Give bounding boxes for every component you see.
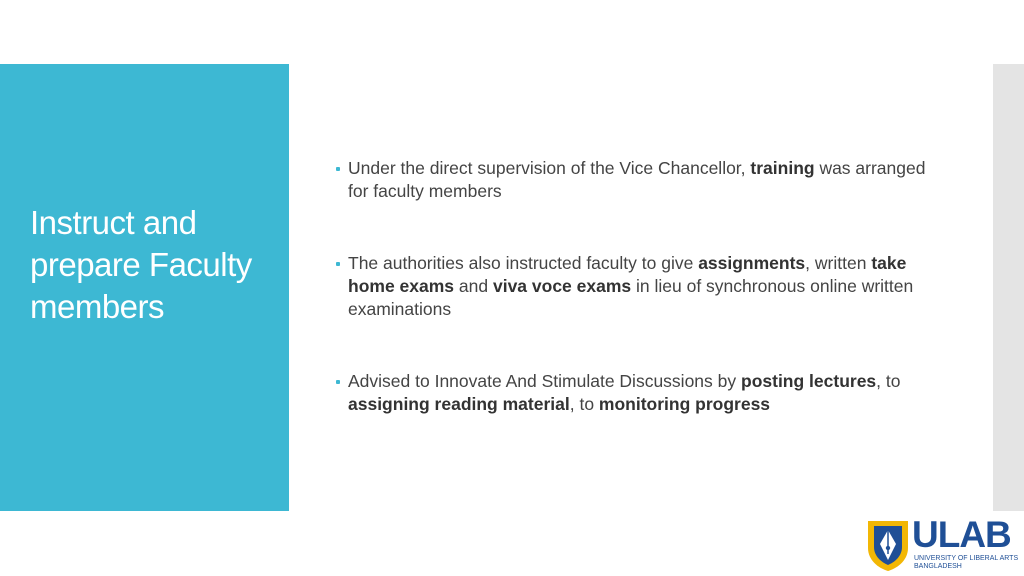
bullet-emphasis: assigning reading material [348,394,570,414]
bullet-text [348,252,936,321]
side-strip [993,64,1024,511]
bullet-text [348,157,936,203]
bullet-marker [336,167,340,171]
pen-nib-shield-icon [866,518,910,572]
bullet-run: and [454,276,493,296]
ulab-logo [866,514,1019,572]
bullet-marker [336,380,340,384]
logo-subtitle-line1: UNIVERSITY OF LIBERAL ARTS [914,555,1019,562]
bullet-run: Advised to Innovate And Stimulate Discussions by [348,371,741,391]
bullet-emphasis: take home exams [348,253,907,296]
bullet-emphasis: assignments [698,253,806,273]
bullet-item [336,157,936,203]
bullet-emphasis: posting lectures [741,371,877,391]
bullet-run: The authorities also instructed faculty to give [348,253,699,273]
bullet-text [348,370,936,416]
bullet-run: in lieu of synchronous online written examinations [348,276,914,319]
bullet-emphasis: viva voce exams [492,276,632,296]
bullet-run: was arranged for faculty members [348,158,926,201]
logo-subtitle-line2: BANGLADESH [914,563,962,570]
bullet-item [336,252,936,321]
bullet-item [336,370,936,416]
bullet-run: , written [805,253,872,273]
slide-title: Instruct and prepare Faculty members [30,204,252,325]
logo-wordmark: ULAB [912,514,1011,555]
bullet-emphasis: monitoring progress [598,394,771,414]
bullet-marker [336,262,340,266]
bullet-run: , to [876,371,901,391]
bullet-emphasis: training [750,158,815,178]
bullet-run: , to [569,394,599,414]
bullet-run: Under the direct supervision of the Vice Chancellor, [348,158,751,178]
